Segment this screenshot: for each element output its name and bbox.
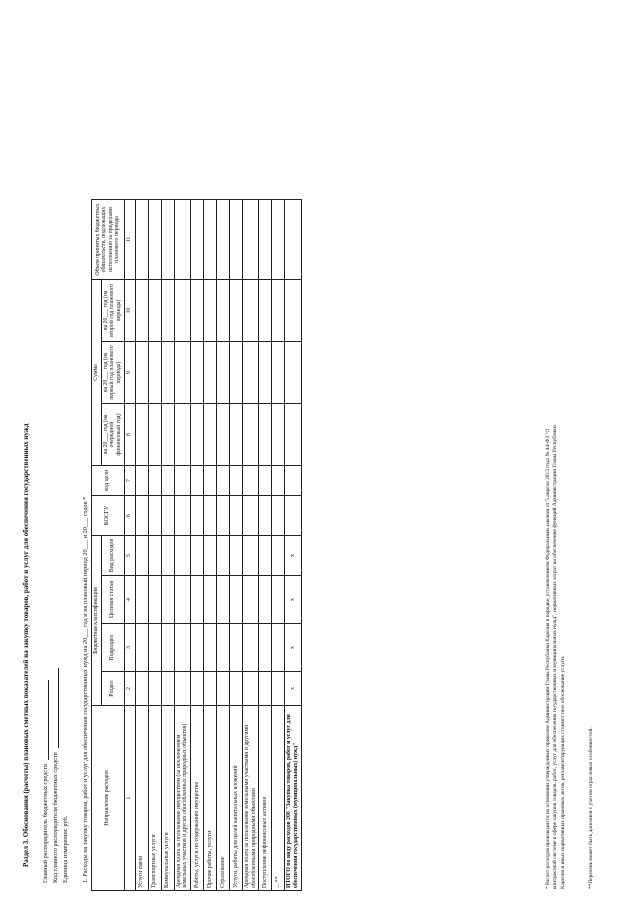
- column-number: 8: [124, 404, 135, 466]
- column-number: 11: [124, 200, 135, 280]
- table-cell: [161, 342, 174, 404]
- footnote-calculation: * Расчет расходов производится на основании утвержденных приказом Администрации Главы Республики Карелия в порядке, установленном Федеральным законом от 5 апреля 2013 года № 44-ФЗ "О контрактной системе в сфере закупок товаров, работ, услуг для обеспечения государственных и муниципальных нужд", нормативных затрат на обеспечение функций Администрации Главы Республики Карелия и иных нормативных правовых актов, регламентирующих стоимостное обоснование услуги.: [545, 425, 566, 889]
- table-cell: [148, 496, 161, 536]
- table-cell: [216, 342, 229, 404]
- table-cell: [216, 496, 229, 536]
- table-cell: [174, 200, 190, 280]
- table-cell: [216, 576, 229, 624]
- table-cell: [229, 200, 242, 280]
- table-cell: [272, 536, 285, 576]
- table-cell: [135, 536, 148, 576]
- table-cell: [135, 280, 148, 342]
- table-row: [190, 200, 203, 891]
- table-cell: [259, 466, 272, 496]
- total-row: [285, 200, 301, 891]
- table-cell: [259, 342, 272, 404]
- table-cell: [272, 200, 285, 280]
- table-cell: [242, 280, 258, 342]
- table-cell: [203, 200, 216, 280]
- table-cell: [272, 672, 285, 706]
- table-cell: [148, 672, 161, 706]
- total-mark: х: [285, 536, 301, 576]
- table-cell: [174, 624, 190, 672]
- table-cell: [259, 280, 272, 342]
- table-cell: [259, 672, 272, 706]
- table-cell: [229, 280, 242, 342]
- table-row: [272, 200, 285, 891]
- table-cell: [272, 496, 285, 536]
- table-cell: [190, 672, 203, 706]
- table-cell: [148, 466, 161, 496]
- column-number: 7: [124, 466, 135, 496]
- table-cell: [259, 576, 272, 624]
- table-cell: [203, 672, 216, 706]
- table-row: [161, 200, 174, 891]
- table-cell: [272, 404, 285, 466]
- table-cell: [174, 672, 190, 706]
- table-cell: [174, 342, 190, 404]
- table-cell: [135, 624, 148, 672]
- column-number: 3: [124, 624, 135, 672]
- table-cell: [190, 280, 203, 342]
- table-cell: [272, 342, 285, 404]
- table-cell: [242, 672, 258, 706]
- table-cell: [216, 200, 229, 280]
- table-cell: [272, 576, 285, 624]
- table-cell: [216, 624, 229, 672]
- header-line-label: Код главного распорядителя бюджетных средств: [52, 752, 59, 883]
- total-row-label: ИТОГО по виду расходов 200 "Закупка товаров, работ и услуг для обеспечения государственных (муниципальных) нужд": [285, 706, 301, 891]
- row-label: Работы, услуги по содержанию имущества: [190, 706, 203, 891]
- table-cell: [190, 496, 203, 536]
- table-cell: [229, 576, 242, 624]
- table-cell: [242, 342, 258, 404]
- table-cell: [272, 624, 285, 672]
- header-volume: Объем принятых бюджетных обязательств, подлежащих исполнению за пределами планового периода: [92, 200, 125, 280]
- table-cell: [229, 672, 242, 706]
- table-cell: [135, 466, 148, 496]
- header-direction: Направление расходов: [92, 706, 125, 891]
- column-number: 6: [124, 496, 135, 536]
- table-cell: [203, 404, 216, 466]
- table-cell: [259, 496, 272, 536]
- header-budget-classification: Бюджетная классификация: [92, 536, 102, 706]
- table-cell: [216, 536, 229, 576]
- section-title: Раздел 3. Обоснования (расчеты) плановых сметных показателей на закупку товаров, работ и услуг для обеспечения государственных нужд: [22, 423, 30, 867]
- table-cell: [148, 342, 161, 404]
- column-number: 1: [124, 706, 135, 891]
- table-cell: [242, 404, 258, 466]
- table-cell: [161, 624, 174, 672]
- row-label: Транспортные услуги: [148, 706, 161, 891]
- header-kosgu: КОСГУ: [92, 496, 125, 536]
- table-cell: [216, 672, 229, 706]
- table-cell: [148, 624, 161, 672]
- footnote-list-extension: **Перечень может быть дополнен с учетом отраслевых особенностей.: [588, 727, 594, 889]
- table-cell: [174, 496, 190, 536]
- table-cell: [148, 200, 161, 280]
- table-cell: [161, 672, 174, 706]
- table-cell: [203, 576, 216, 624]
- table-cell: [259, 404, 272, 466]
- table-cell: [242, 200, 258, 280]
- row-label: Арендная плата за пользование земельными участками и другими обособленными природными объектами: [242, 706, 258, 891]
- table-row: [148, 200, 161, 891]
- column-number: 9: [124, 342, 135, 404]
- row-label: …**: [272, 706, 285, 891]
- header-sum: Сумма: [92, 280, 102, 466]
- table-row: [216, 200, 229, 891]
- row-label: Услуги, работы для целей капитальных вложений: [229, 706, 242, 891]
- table-cell: [190, 404, 203, 466]
- table-cell: [229, 466, 242, 496]
- table-row: [242, 200, 258, 891]
- table-row: [229, 200, 242, 891]
- table-cell: [259, 624, 272, 672]
- table-cell: [242, 466, 258, 496]
- table-cell: [242, 496, 258, 536]
- header-expense-type: Вид расходов: [101, 536, 124, 576]
- total-mark: х: [285, 624, 301, 672]
- table-cell: [259, 200, 272, 280]
- table-cell: [174, 466, 190, 496]
- table-cell: [190, 536, 203, 576]
- table-row: [174, 200, 190, 891]
- header-section: Раздел: [101, 672, 124, 706]
- table-cell: [190, 342, 203, 404]
- table-cell: [285, 466, 301, 496]
- table-cell: [135, 672, 148, 706]
- table-row: [259, 200, 272, 891]
- table-cell: [135, 576, 148, 624]
- table-cell: [190, 624, 203, 672]
- table-cell: [203, 342, 216, 404]
- table-cell: [272, 466, 285, 496]
- table-cell: [242, 536, 258, 576]
- table-cell: [203, 466, 216, 496]
- column-number: 4: [124, 576, 135, 624]
- row-label: Коммунальные услуги: [161, 706, 174, 891]
- header-line-label: Единица измерения: руб.: [62, 815, 69, 883]
- table-row: [203, 200, 216, 891]
- table-cell: [216, 466, 229, 496]
- table-cell: [285, 404, 301, 466]
- table-cell: [285, 280, 301, 342]
- table-cell: [174, 576, 190, 624]
- table-cell: [272, 280, 285, 342]
- row-label: Поступление нефинансовых активов: [259, 706, 272, 891]
- header-line-unit: [62, 816, 69, 883]
- row-label: Страхование: [216, 706, 229, 891]
- header-target-item: Целевая статья: [101, 576, 124, 624]
- table-cell: [203, 624, 216, 672]
- table-cell: [203, 536, 216, 576]
- table-cell: [135, 200, 148, 280]
- table-cell: [229, 496, 242, 536]
- table-cell: [161, 496, 174, 536]
- header-line-distributor: [42, 680, 49, 883]
- table-cell: [203, 280, 216, 342]
- header-line-label: Главный распорядитель бюджетных средств: [42, 764, 49, 883]
- table-cell: [242, 576, 258, 624]
- column-number: 5: [124, 536, 135, 576]
- table-cell: [216, 404, 229, 466]
- total-mark: х: [285, 672, 301, 706]
- column-number: 2: [124, 672, 135, 706]
- fill-in-underline: [58, 668, 59, 748]
- table-cell: [190, 576, 203, 624]
- column-number-row: [124, 200, 135, 891]
- table-cell: [161, 280, 174, 342]
- table-cell: [285, 496, 301, 536]
- row-label: Арендная плата за пользование имуществом (за исключением земельных участков и других обособленных природных объектов): [174, 706, 190, 891]
- table-cell: [135, 404, 148, 466]
- table-cell: [259, 536, 272, 576]
- table-cell: [285, 342, 301, 404]
- header-year-3: на 20___ год (на второй год планового периода): [101, 280, 124, 342]
- table-cell: [161, 404, 174, 466]
- table-cell: [174, 536, 190, 576]
- header-subsection: Подраздел: [101, 624, 124, 672]
- table-caption: 1. Расходы на закупку товаров, работ и услуг для обеспечения государственных нужд на 20___ год и на плановый период 20___ и 20___ годов *: [82, 496, 89, 883]
- table-cell: [148, 576, 161, 624]
- table-cell: [203, 496, 216, 536]
- table-cell: [161, 466, 174, 496]
- table-cell: [148, 280, 161, 342]
- table-cell: [242, 624, 258, 672]
- header-year-2: на 20___ год (на первый год планового периода): [101, 342, 124, 404]
- table-cell: [174, 280, 190, 342]
- table-body: [135, 200, 285, 891]
- expenses-table: [91, 199, 302, 891]
- fill-in-underline: [48, 680, 49, 760]
- row-label: Услуги связи: [135, 706, 148, 891]
- header-goal-code: код цели: [92, 466, 125, 496]
- table-cell: [161, 536, 174, 576]
- table-cell: [148, 536, 161, 576]
- table-cell: [285, 200, 301, 280]
- table-cell: [161, 200, 174, 280]
- table-row: [135, 200, 148, 891]
- header-year-1: на 20___ год (на очередной финансовый год): [101, 404, 124, 466]
- column-number: 10: [124, 280, 135, 342]
- table-cell: [229, 342, 242, 404]
- table-cell: [229, 624, 242, 672]
- table-cell: [229, 536, 242, 576]
- table-cell: [190, 466, 203, 496]
- table-cell: [148, 404, 161, 466]
- row-label: Прочие работы, услуги: [203, 706, 216, 891]
- table-cell: [135, 496, 148, 536]
- table-cell: [216, 280, 229, 342]
- table-cell: [161, 576, 174, 624]
- table-cell: [135, 342, 148, 404]
- table-cell: [229, 404, 242, 466]
- header-line-code: [52, 668, 59, 883]
- table-cell: [190, 200, 203, 280]
- total-mark: х: [285, 576, 301, 624]
- table-cell: [174, 404, 190, 466]
